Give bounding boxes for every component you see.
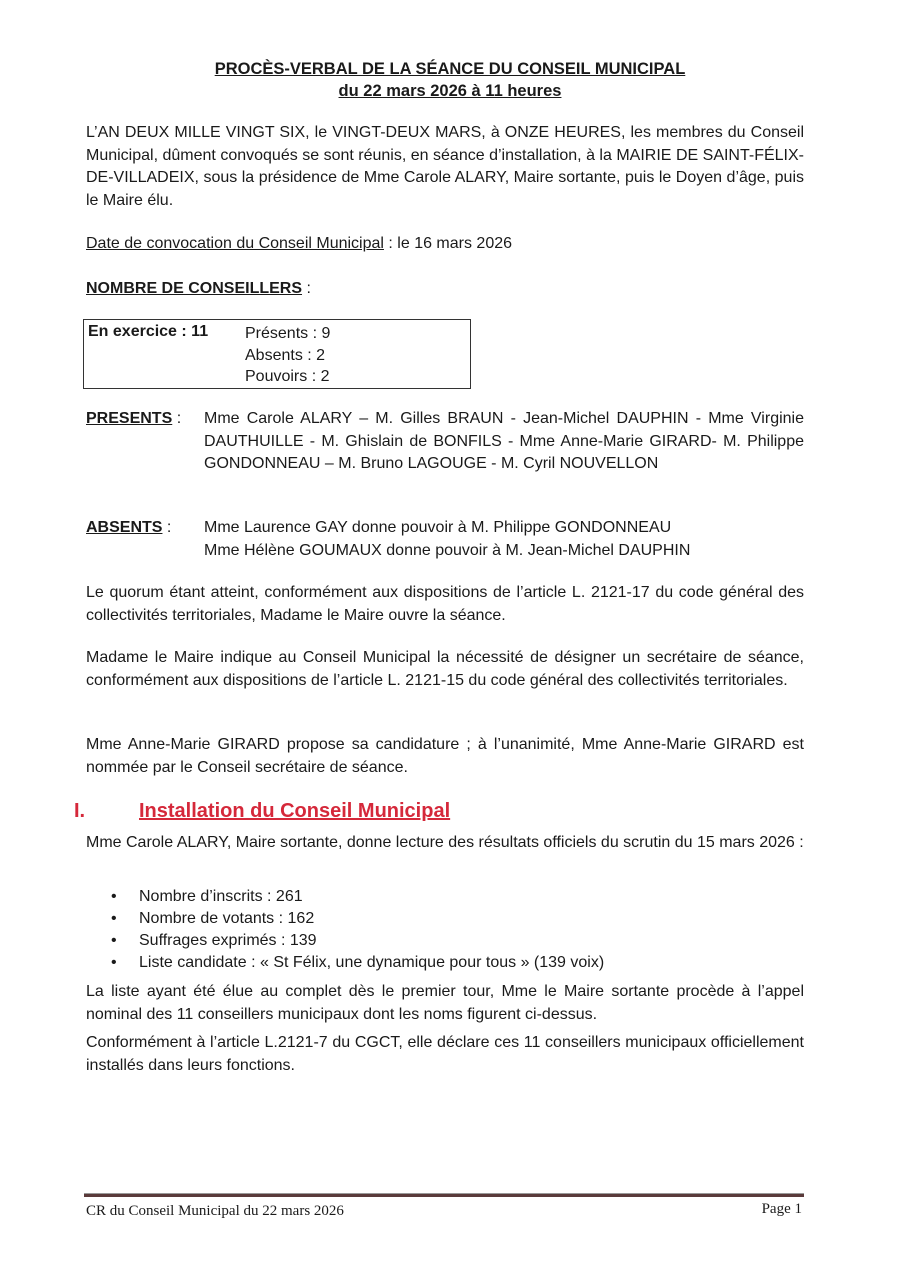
en-exercice: En exercice : 11 bbox=[88, 323, 209, 340]
presents-count: Présents : 9 bbox=[245, 325, 331, 342]
document-subtitle: du 22 mars 2026 à 11 heures bbox=[338, 82, 562, 100]
resultats-list bbox=[108, 886, 604, 974]
conformement-paragraph: Conformément à l’article L.2121-7 du CGCT, elle déclare ces 11 conseillers municipaux officiellement installés dans leurs fonctions. bbox=[86, 1034, 804, 1074]
section-title: Installation du Conseil Municipal bbox=[139, 800, 451, 822]
quorum-paragraph: Le quorum étant atteint, conformément aux dispositions de l’article L. 2121-17 du code général des collectivités territoriales, Madame le Maire ouvre la séance. bbox=[86, 584, 804, 624]
nombre-heading bbox=[86, 278, 804, 301]
bullet-icon: • bbox=[111, 888, 117, 905]
list-item: • Nombre de votants : 162 bbox=[108, 908, 604, 930]
presents-heading bbox=[86, 410, 181, 428]
bullet-icon: • bbox=[111, 954, 117, 971]
counts-box bbox=[83, 319, 471, 389]
absents-suffix: : bbox=[162, 519, 172, 536]
absents-label: ABSENTS bbox=[86, 519, 163, 536]
presents-suffix: : bbox=[172, 410, 182, 427]
bullet-icon: • bbox=[111, 910, 117, 927]
absents-count: Absents : 2 bbox=[245, 346, 326, 364]
secretaire-paragraph: Madame le Maire indique au Conseil Municipal la nécessité de désigner un secrétaire de séance, conformément aux dispositions de l’article L. 2121-15 du code général des collectivités territoriales. bbox=[86, 649, 804, 689]
nombre-suffix: : bbox=[302, 280, 311, 297]
presents-list: Mme Carole ALARY – M. Gilles BRAUN - Jean-Michel DAUPHIN - Mme Virginie DAUTHUILLE - M. Ghislain de BONFILS - Mme Anne-Marie GIRARD- M. Philippe GONDONNEAU – M. Bruno LAGOUGE - M. Cyril NOUVELLON bbox=[204, 410, 804, 472]
footer-title: CR du Conseil Municipal du 22 mars 2026 bbox=[86, 1203, 344, 1219]
absent-1: Mme Laurence GAY donne pouvoir à M. Philippe GONDONNEAU bbox=[204, 519, 672, 536]
list-item: • Suffrages exprimés : 139 bbox=[108, 930, 604, 952]
bullet-icon: • bbox=[111, 932, 117, 949]
convocation-value: : le 16 mars 2026 bbox=[383, 235, 513, 252]
list-item: • Liste candidate : « St Félix, une dynamique pour tous » (139 voix) bbox=[108, 952, 604, 974]
resultats-lead: Mme Carole ALARY, Maire sortante, donne lecture des résultats officiels du scrutin du 15 mars 2026 : bbox=[86, 834, 804, 851]
absents-list bbox=[204, 517, 804, 562]
document-title: PROCÈS-VERBAL DE LA SÉANCE DU CONSEIL MUNICIPAL bbox=[214, 60, 686, 78]
footer-rule bbox=[84, 1193, 804, 1197]
counts-list bbox=[245, 323, 330, 388]
section-number: I. bbox=[74, 800, 86, 822]
appel-paragraph: La liste ayant été élue au complet dès le premier tour, Mme le Maire sortante procède à l’appel nominal des 11 conseillers municipaux dont les noms figurent ci-dessus. bbox=[86, 983, 804, 1023]
page-number: Page 1 bbox=[761, 1201, 802, 1217]
presents-label: PRESENTS bbox=[86, 410, 173, 427]
convocation-label: Date de convocation du Conseil Municipal bbox=[86, 235, 384, 252]
girard-paragraph: Mme Anne-Marie GIRARD propose sa candidature ; à l’unanimité, Mme Anne-Marie GIRARD est nommée par le Conseil secrétaire de séance. bbox=[86, 736, 804, 776]
convocation-line bbox=[86, 233, 804, 256]
pouvoirs-count: Pouvoirs : 2 bbox=[245, 368, 330, 385]
intro-paragraph: L’AN DEUX MILLE VINGT SIX, le VINGT-DEUX MARS, à ONZE HEURES, les membres du Conseil Municipal, dûment convoqués se sont réunis, en séance d’installation, à la MAIRIE DE SAINT-FÉLIX-DE-VILLADEIX, sous la présidence de Mme Carole ALARY, Maire sortante, puis le Doyen d’âge, puis le Maire élu. bbox=[86, 124, 804, 209]
nombre-label: NOMBRE DE CONSEILLERS bbox=[86, 280, 303, 297]
absents-heading bbox=[86, 519, 171, 537]
absent-2: Mme Hélène GOUMAUX donne pouvoir à M. Jean-Michel DAUPHIN bbox=[204, 541, 691, 559]
list-item: • Nombre d’inscrits : 261 bbox=[108, 886, 604, 908]
